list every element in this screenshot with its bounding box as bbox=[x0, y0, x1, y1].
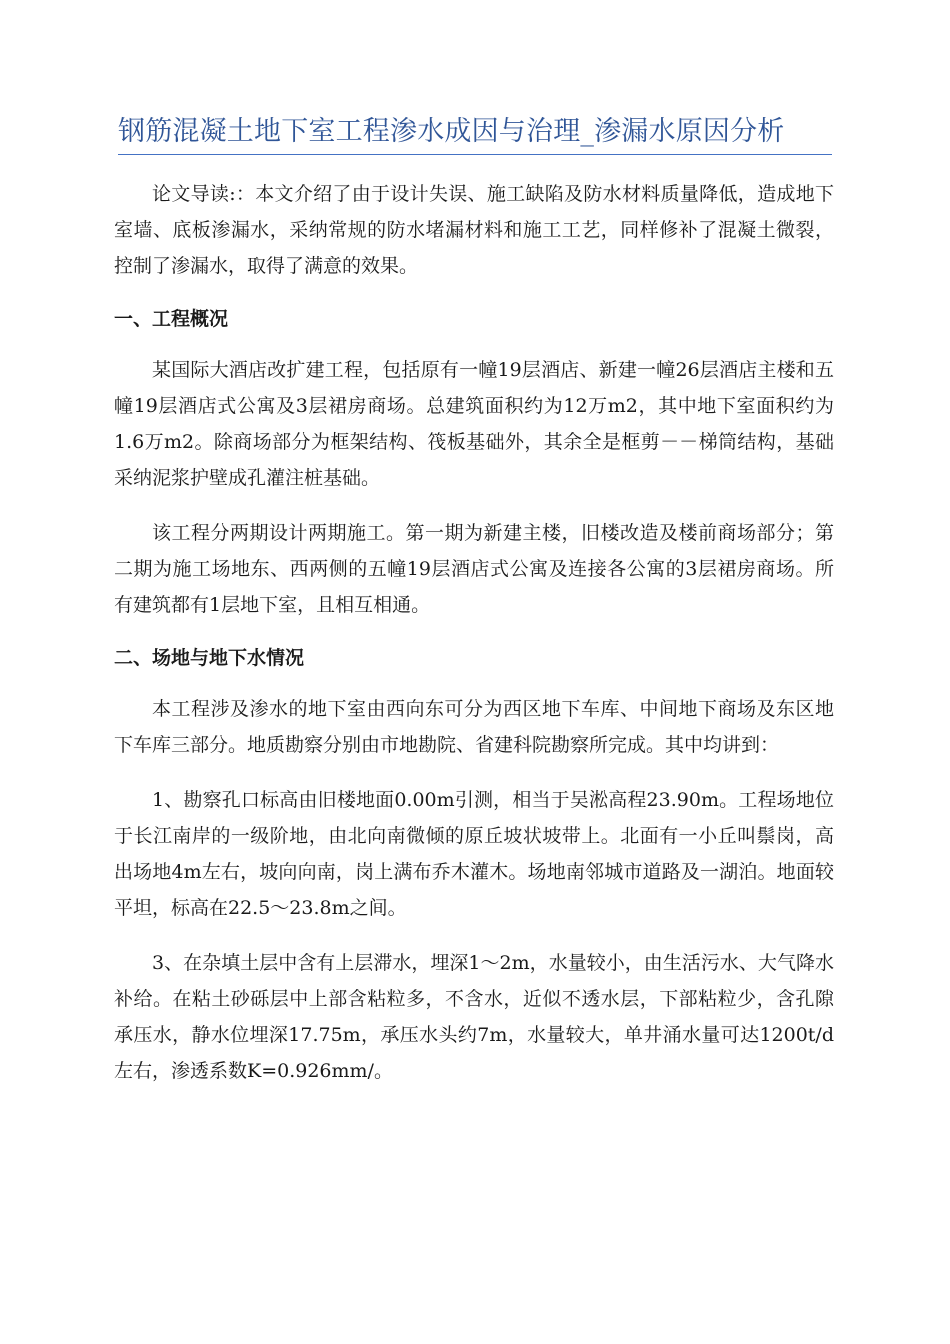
title-underline bbox=[118, 154, 832, 155]
overview-paragraph-2: 该工程分两期设计两期施工。第一期为新建主楼，旧楼改造及楼前商场部分；第二期为施工场地东、西两侧的五幢19层酒店式公寓及连接各公寓的3层裙房商场。所有建筑都有1层地下室，且相互相通。 bbox=[114, 522, 834, 616]
section-heading-overview: 一、工程概况 bbox=[114, 308, 229, 330]
groundwater-paragraph-3: 3、在杂填土层中含有上层滞水，埋深1～2m，水量较小，由生活污水、大气降水补给。在粘土砂砾层中上部含粘粒多，不含水，近似不透水层，下部粘粒少，含孔隙承压水，静水位埋深17.75m，承压水头约7m，水量较大，单井涌水量可达1200t/d左右，渗透系数K=0.926mm/。 bbox=[114, 952, 834, 1082]
groundwater-paragraph-1: 本工程涉及渗水的地下室由西向东可分为西区地下车库、中间地下商场及东区地下车库三部分。地质勘察分别由市地勘院、省建科院勘察所完成。其中均讲到： bbox=[114, 698, 834, 756]
document-title: 钢筋混凝土地下室工程渗水成因与治理_渗漏水原因分析 bbox=[118, 116, 785, 147]
document-body bbox=[114, 176, 834, 1108]
section-heading-site-groundwater: 二、场地与地下水情况 bbox=[114, 647, 305, 669]
groundwater-paragraph-2: 1、勘察孔口标高由旧楼地面0.00m引测，相当于吴淞高程23.90m。工程场地位于长江南岸的一级阶地，由北向南微倾的原丘坡状坡带上。北面有一小丘叫鬃岗，高出场地4m左右，坡向向南，岗上满布乔木灌木。场地南邻城市道路及一湖泊。地面较平坦，标高在22.5～23.8m之间。 bbox=[114, 789, 834, 919]
intro-paragraph: 论文导读:：本文介绍了由于设计失误、施工缺陷及防水材料质量降低，造成地下室墙、底板渗漏水，采纳常规的防水堵漏材料和施工工艺，同样修补了混凝土微裂，控制了渗漏水，取得了满意的效果。 bbox=[114, 183, 834, 277]
overview-paragraph-1: 某国际大酒店改扩建工程，包括原有一幢19层酒店、新建一幢26层酒店主楼和五幢19层酒店式公寓及3层裙房商场。总建筑面积约为12万m2，其中地下室面积约为1.6万m2。除商场部分为框架结构、筏板基础外，其余全是框剪－－梯筒结构，基础采纳泥浆护壁成孔灌注桩基础。 bbox=[114, 359, 834, 489]
